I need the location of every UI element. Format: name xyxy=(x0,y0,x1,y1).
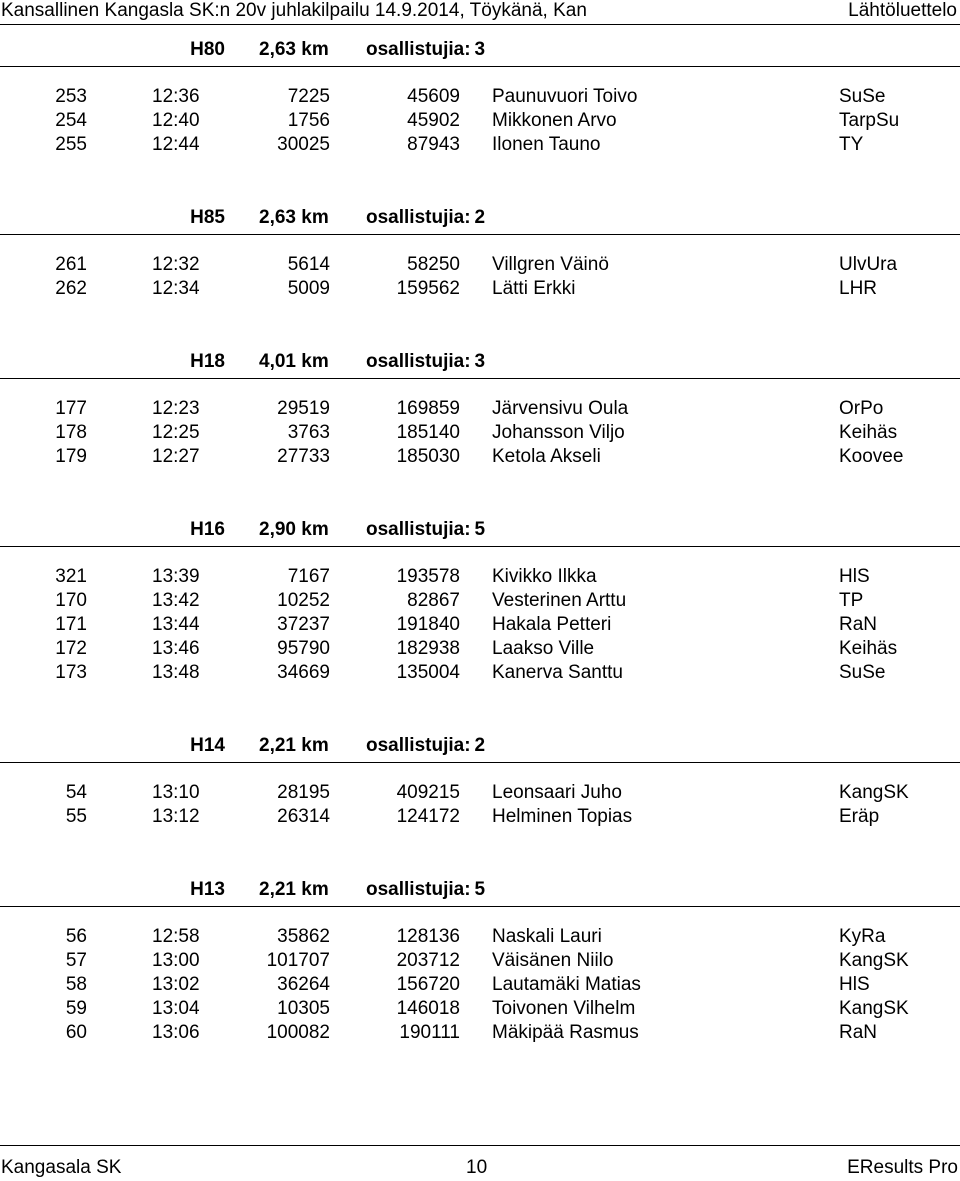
member-id: 185030 xyxy=(396,446,460,467)
start-time: 12:58 xyxy=(152,926,200,947)
entry-row xyxy=(0,661,960,685)
club-name: Koovee xyxy=(839,446,904,467)
competitor-name: Toivonen Vilhelm xyxy=(492,998,636,1019)
class-name: H80 xyxy=(190,39,225,60)
club-name: OrPo xyxy=(839,398,884,419)
member-id: 190111 xyxy=(399,1022,460,1043)
bib-number: 255 xyxy=(55,134,87,155)
entry-row xyxy=(0,781,960,805)
club-name: KangSK xyxy=(839,950,909,971)
entry-list xyxy=(0,397,960,469)
entry-row xyxy=(0,613,960,637)
participants-value: 3 xyxy=(474,39,486,60)
entry-row xyxy=(0,925,960,949)
club-name: Keihäs xyxy=(839,638,898,659)
class-divider xyxy=(0,234,960,235)
competitor-name: Ketola Akseli xyxy=(492,446,601,467)
header-divider xyxy=(0,24,960,25)
club-name: KyRa xyxy=(839,926,886,947)
class-distance: 4,01 km xyxy=(259,351,329,372)
class-distance: 2,21 km xyxy=(259,879,329,900)
participant-count xyxy=(366,351,485,373)
license-number: 5614 xyxy=(287,254,330,275)
bib-number: 54 xyxy=(65,782,87,803)
license-number: 28195 xyxy=(277,782,330,803)
competitor-name: Helminen Topias xyxy=(492,806,633,827)
competitor-name: Mäkipää Rasmus xyxy=(492,1022,639,1043)
start-time: 13:10 xyxy=(152,782,200,803)
start-time: 13:06 xyxy=(152,1022,200,1043)
participants-value: 5 xyxy=(474,879,486,900)
license-number: 100082 xyxy=(266,1022,330,1043)
start-time: 13:00 xyxy=(152,950,200,971)
member-id: 182938 xyxy=(396,638,460,659)
bib-number: 173 xyxy=(55,662,87,683)
member-id: 45902 xyxy=(407,110,460,131)
start-time: 13:12 xyxy=(152,806,200,827)
competitor-name: Kanerva Santtu xyxy=(492,662,623,683)
participants-value: 3 xyxy=(474,351,486,372)
participants-label: osallistujia: xyxy=(366,39,471,60)
club-name: KangSK xyxy=(839,998,909,1019)
start-time: 13:46 xyxy=(152,638,200,659)
competitor-name: Lautamäki Matias xyxy=(492,974,641,995)
participants-value: 5 xyxy=(474,519,486,540)
start-time: 12:40 xyxy=(152,110,200,131)
bib-number: 60 xyxy=(65,1022,87,1043)
bib-number: 254 xyxy=(55,110,87,131)
license-number: 95790 xyxy=(277,638,330,659)
software-name: EResults Pro xyxy=(847,1157,958,1178)
club-name: TP xyxy=(839,590,864,611)
start-time: 12:27 xyxy=(152,446,200,467)
start-time: 13:44 xyxy=(152,614,200,635)
class-header xyxy=(0,519,960,543)
page-number: 10 xyxy=(466,1157,488,1178)
participants-label: osallistujia: xyxy=(366,879,471,900)
class-distance: 2,63 km xyxy=(259,39,329,60)
bib-number: 56 xyxy=(65,926,87,947)
license-number: 101707 xyxy=(266,950,330,971)
entry-list xyxy=(0,565,960,685)
class-distance: 2,21 km xyxy=(259,735,329,756)
entry-row xyxy=(0,805,960,829)
competitor-name: Leonsaari Juho xyxy=(492,782,622,803)
bib-number: 59 xyxy=(65,998,87,1019)
start-time: 12:36 xyxy=(152,86,200,107)
competitor-name: Johansson Viljo xyxy=(492,422,625,443)
class-distance: 2,90 km xyxy=(259,519,329,540)
club-name: Keihäs xyxy=(839,422,898,443)
bib-number: 253 xyxy=(55,86,87,107)
member-id: 146018 xyxy=(396,998,460,1019)
entry-row xyxy=(0,253,960,277)
bib-number: 171 xyxy=(55,614,87,635)
footer-divider xyxy=(0,1145,960,1146)
participant-count xyxy=(366,39,485,61)
participants-label: osallistujia: xyxy=(366,207,471,228)
participants-label: osallistujia: xyxy=(366,351,471,372)
entry-list xyxy=(0,781,960,829)
license-number: 29519 xyxy=(277,398,330,419)
event-title: Kansallinen Kangasla SK:n 20v juhlakilpailu 14.9.2014, Töykänä, Kan xyxy=(1,0,587,21)
competitor-name: Mikkonen Arvo xyxy=(492,110,617,131)
license-number: 10305 xyxy=(277,998,330,1019)
member-id: 82867 xyxy=(407,590,460,611)
club-name: SuSe xyxy=(839,662,886,683)
entry-list xyxy=(0,925,960,1045)
class-divider xyxy=(0,906,960,907)
license-number: 27733 xyxy=(277,446,330,467)
class-name: H85 xyxy=(190,207,225,228)
license-number: 36264 xyxy=(277,974,330,995)
license-number: 7225 xyxy=(287,86,330,107)
start-time: 13:42 xyxy=(152,590,200,611)
page-header xyxy=(0,0,960,24)
member-id: 169859 xyxy=(396,398,460,419)
competitor-name: Paunuvuori Toivo xyxy=(492,86,638,107)
club-name: HlS xyxy=(839,974,870,995)
class-header xyxy=(0,351,960,375)
competitor-name: Lätti Erkki xyxy=(492,278,576,299)
competitor-name: Vesterinen Arttu xyxy=(492,590,627,611)
competitor-name: Ilonen Tauno xyxy=(492,134,601,155)
member-id: 45609 xyxy=(407,86,460,107)
entry-list xyxy=(0,253,960,301)
class-divider xyxy=(0,762,960,763)
entry-row xyxy=(0,589,960,613)
competitor-name: Villgren Väinö xyxy=(492,254,609,275)
entry-row xyxy=(0,445,960,469)
license-number: 10252 xyxy=(277,590,330,611)
competitor-name: Kivikko Ilkka xyxy=(492,566,597,587)
participant-count xyxy=(366,207,485,229)
license-number: 26314 xyxy=(277,806,330,827)
participant-count xyxy=(366,519,485,541)
entry-row xyxy=(0,1021,960,1045)
start-time: 12:44 xyxy=(152,134,200,155)
club-name: RaN xyxy=(839,1022,878,1043)
entry-row xyxy=(0,421,960,445)
competitor-name: Naskali Lauri xyxy=(492,926,602,947)
class-name: H14 xyxy=(190,735,225,756)
bib-number: 178 xyxy=(55,422,87,443)
member-id: 185140 xyxy=(396,422,460,443)
start-time: 13:02 xyxy=(152,974,200,995)
club-name: SuSe xyxy=(839,86,886,107)
license-number: 35862 xyxy=(277,926,330,947)
participants-label: osallistujia: xyxy=(366,735,471,756)
class-divider xyxy=(0,66,960,67)
bib-number: 172 xyxy=(55,638,87,659)
class-header xyxy=(0,39,960,63)
entry-row xyxy=(0,949,960,973)
member-id: 87943 xyxy=(407,134,460,155)
entry-row xyxy=(0,85,960,109)
club-name: UlvUra xyxy=(839,254,898,275)
organizer-name: Kangasala SK xyxy=(1,1157,122,1178)
start-time: 12:23 xyxy=(152,398,200,419)
participants-value: 2 xyxy=(474,735,486,756)
entry-row xyxy=(0,997,960,1021)
competitor-name: Hakala Petteri xyxy=(492,614,612,635)
entry-row xyxy=(0,109,960,133)
class-header xyxy=(0,735,960,759)
member-id: 193578 xyxy=(396,566,460,587)
member-id: 135004 xyxy=(396,662,460,683)
license-number: 7167 xyxy=(287,566,330,587)
entry-row xyxy=(0,133,960,157)
member-id: 156720 xyxy=(396,974,460,995)
participant-count xyxy=(366,879,485,901)
start-time: 12:25 xyxy=(152,422,200,443)
participant-count xyxy=(366,735,485,757)
member-id: 203712 xyxy=(396,950,460,971)
club-name: HlS xyxy=(839,566,870,587)
class-name: H13 xyxy=(190,879,225,900)
club-name: KangSK xyxy=(839,782,909,803)
competitor-name: Väisänen Niilo xyxy=(492,950,614,971)
bib-number: 261 xyxy=(55,254,87,275)
class-divider xyxy=(0,378,960,379)
start-time: 12:32 xyxy=(152,254,200,275)
page-footer xyxy=(0,1145,960,1181)
member-id: 124172 xyxy=(396,806,460,827)
class-name: H16 xyxy=(190,519,225,540)
entry-list xyxy=(0,85,960,157)
member-id: 191840 xyxy=(396,614,460,635)
start-time: 13:48 xyxy=(152,662,200,683)
class-name: H18 xyxy=(190,351,225,372)
bib-number: 321 xyxy=(55,566,87,587)
entry-row xyxy=(0,973,960,997)
class-header xyxy=(0,879,960,903)
class-divider xyxy=(0,546,960,547)
club-name: LHR xyxy=(839,278,878,299)
participants-value: 2 xyxy=(474,207,486,228)
entry-row xyxy=(0,277,960,301)
club-name: TarpSu xyxy=(839,110,900,131)
license-number: 34669 xyxy=(277,662,330,683)
member-id: 159562 xyxy=(396,278,460,299)
bib-number: 55 xyxy=(65,806,87,827)
competitor-name: Järvensivu Oula xyxy=(492,398,629,419)
bib-number: 57 xyxy=(65,950,87,971)
entry-row xyxy=(0,397,960,421)
license-number: 5009 xyxy=(287,278,330,299)
start-time: 13:04 xyxy=(152,998,200,1019)
club-name: Eräp xyxy=(839,806,880,827)
class-header xyxy=(0,207,960,231)
class-distance: 2,63 km xyxy=(259,207,329,228)
club-name: RaN xyxy=(839,614,878,635)
bib-number: 177 xyxy=(55,398,87,419)
license-number: 1756 xyxy=(287,110,330,131)
member-id: 58250 xyxy=(407,254,460,275)
participants-label: osallistujia: xyxy=(366,519,471,540)
bib-number: 262 xyxy=(55,278,87,299)
bib-number: 58 xyxy=(65,974,87,995)
member-id: 128136 xyxy=(396,926,460,947)
start-time: 13:39 xyxy=(152,566,200,587)
license-number: 30025 xyxy=(277,134,330,155)
bib-number: 170 xyxy=(55,590,87,611)
license-number: 37237 xyxy=(277,614,330,635)
start-time: 12:34 xyxy=(152,278,200,299)
document-type: Lähtöluettelo xyxy=(848,0,957,21)
entry-row xyxy=(0,565,960,589)
license-number: 3763 xyxy=(287,422,330,443)
entry-row xyxy=(0,637,960,661)
member-id: 409215 xyxy=(396,782,460,803)
bib-number: 179 xyxy=(55,446,87,467)
competitor-name: Laakso Ville xyxy=(492,638,595,659)
club-name: TY xyxy=(839,134,864,155)
